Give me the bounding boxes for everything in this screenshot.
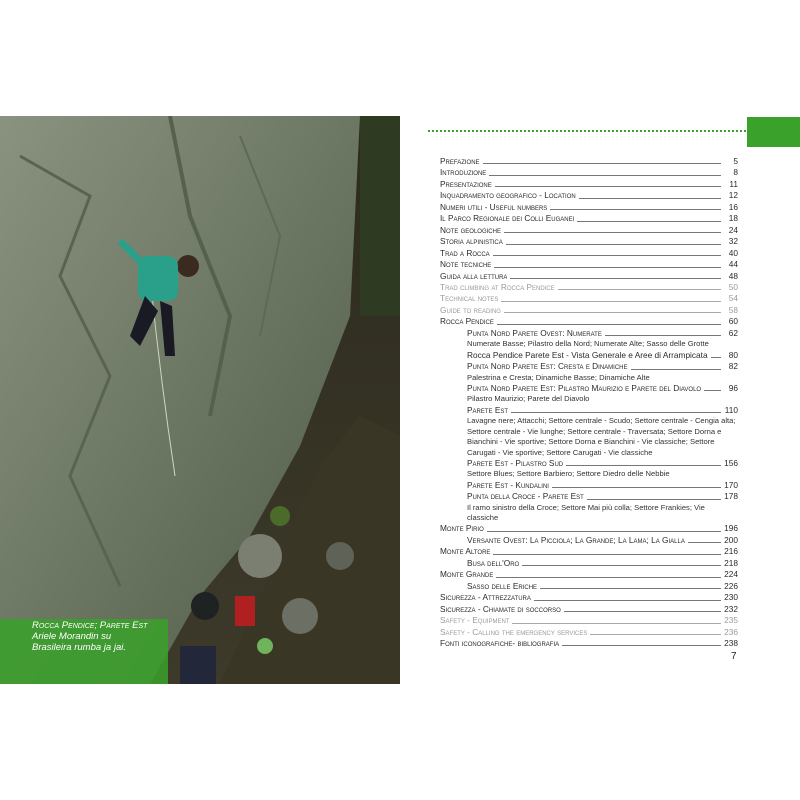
leader-line bbox=[590, 634, 721, 635]
leader-line bbox=[511, 412, 721, 413]
leader-line bbox=[504, 232, 721, 233]
toc-subentry[interactable] bbox=[440, 480, 738, 491]
caption-title: Rocca Pendice; Parete Est bbox=[32, 620, 148, 631]
toc-entry[interactable] bbox=[440, 259, 738, 270]
toc-title: Punta Nord Parete Est: Pilastro Maurizio e Parete del Diavolo bbox=[467, 382, 702, 393]
leader-line bbox=[579, 198, 721, 199]
toc-title: Note tecniche bbox=[440, 259, 492, 270]
toc-title: Introduzione bbox=[440, 167, 487, 178]
toc-page: 60 bbox=[728, 316, 738, 327]
toc-page: 200 bbox=[724, 534, 738, 545]
leader-line bbox=[552, 487, 721, 488]
dotted-rule bbox=[428, 130, 746, 132]
toc-entry[interactable] bbox=[440, 225, 738, 236]
toc-subentry[interactable] bbox=[440, 328, 738, 339]
toc-sectors: Il ramo sinistro della Croce; Settore Mai più colla; Settore Frankies; Vie classiche bbox=[467, 502, 705, 523]
toc-sectors: Palestrina e Cresta; Dinamiche Basse; Dinamiche Alte bbox=[467, 372, 650, 382]
toc-title: Punta Nord Parete Est: Cresta e Dinamiche bbox=[467, 361, 628, 372]
leader-line bbox=[493, 554, 721, 555]
toc-title: Inquadramento geografico - Location bbox=[440, 190, 576, 201]
caption-line: Ariele Morandin su bbox=[32, 631, 112, 642]
leader-line bbox=[496, 577, 721, 578]
toc-entry-english[interactable] bbox=[440, 305, 738, 316]
toc-title: Safety - Equipment bbox=[440, 615, 510, 626]
toc-page: 232 bbox=[724, 603, 738, 614]
leader-line bbox=[550, 209, 721, 210]
toc-entry-english[interactable] bbox=[440, 293, 738, 304]
toc-sectors: Lavagne nere; Attacchi; Settore centrale - Scudo; Settore centrale - Cengia alta; Settore centrale - Vie lunghe; Settore centrale - Traversata; Settore Dorna e Bianchini - Vie sportive; Settore Dorna e Bianchini - Vie classiche; Settore Carugati - Vie sportive; Settore Carugati - Vie classiche bbox=[467, 416, 736, 457]
leader-line bbox=[483, 163, 721, 164]
leader-line bbox=[487, 531, 721, 532]
toc-title: Rocca Pendice bbox=[440, 316, 494, 327]
toc-subentry[interactable] bbox=[440, 458, 738, 469]
toc-page: 5 bbox=[733, 156, 738, 166]
toc-entry[interactable] bbox=[440, 167, 738, 178]
leader-line bbox=[577, 221, 721, 222]
toc-subentry[interactable] bbox=[440, 491, 738, 502]
toc-page: 32 bbox=[728, 236, 738, 247]
toc-title: Monte Altore bbox=[440, 546, 491, 557]
leader-line bbox=[605, 335, 721, 336]
leader-line bbox=[501, 301, 721, 302]
toc-page: 11 bbox=[729, 178, 738, 189]
toc-subentry[interactable] bbox=[440, 350, 738, 361]
leader-line bbox=[495, 186, 721, 187]
toc-title: Presentazione bbox=[440, 178, 492, 189]
toc-entry-english[interactable] bbox=[440, 627, 738, 638]
leader-line bbox=[510, 278, 721, 279]
leader-line bbox=[504, 312, 721, 313]
toc-page: 18 bbox=[728, 213, 738, 224]
toc-title: Guida alla lettura bbox=[440, 270, 508, 281]
toc-title: Sicurezza - Attrezzatura bbox=[440, 592, 531, 603]
toc-page: 224 bbox=[724, 569, 738, 580]
toc-entry[interactable] bbox=[440, 179, 738, 190]
toc-sectors: Pilastro Maurizio; Parete del Diavolo bbox=[467, 394, 590, 404]
toc-subentry[interactable] bbox=[440, 361, 738, 372]
toc-title: Safety - Calling the emergency services bbox=[440, 626, 588, 637]
toc-entry[interactable] bbox=[440, 546, 738, 557]
leader-line bbox=[534, 600, 721, 601]
leader-line bbox=[540, 588, 721, 589]
toc-title: Numeri utili - Useful numbers bbox=[440, 201, 548, 212]
toc-entry[interactable] bbox=[440, 156, 738, 167]
toc-title: Parete Est - Kundalini bbox=[467, 479, 549, 490]
toc-title: Storia alpinistica bbox=[440, 236, 503, 247]
toc-entry[interactable] bbox=[440, 236, 738, 247]
leader-line bbox=[489, 175, 721, 176]
toc-page: 58 bbox=[728, 304, 738, 315]
toc-entry[interactable] bbox=[440, 592, 738, 603]
toc-title: Prefazione bbox=[440, 156, 480, 166]
toc-subentry[interactable] bbox=[440, 405, 738, 416]
toc-entry[interactable] bbox=[440, 604, 738, 615]
toc-page: 12 bbox=[728, 190, 738, 201]
toc-title: Guide to reading bbox=[440, 304, 501, 315]
toc-title: Il Parco Regionale dei Colli Euganei bbox=[440, 213, 575, 224]
leader-line bbox=[522, 565, 721, 566]
toc-title: Versante Ovest: La Picciola; La Grande; La Lama; La Gialla bbox=[467, 534, 685, 545]
toc-page: 54 bbox=[728, 293, 738, 304]
toc-title: Punta della Croce - Parete Est bbox=[467, 491, 584, 502]
toc-page: 96 bbox=[728, 382, 738, 393]
page-number: 7 bbox=[731, 651, 737, 662]
toc-entry[interactable] bbox=[440, 271, 738, 282]
toc-entry[interactable] bbox=[440, 523, 738, 534]
toc-title: Monte Pirio bbox=[440, 523, 484, 534]
table-of-contents bbox=[440, 156, 738, 649]
toc-title: Fonti iconografiche- bibliografia bbox=[440, 638, 560, 649]
toc-page: 236 bbox=[724, 626, 738, 637]
toc-subentry[interactable] bbox=[440, 581, 738, 592]
leader-line bbox=[506, 244, 721, 245]
toc-entry[interactable] bbox=[440, 213, 738, 224]
toc-page: 44 bbox=[728, 259, 738, 270]
toc-page: 16 bbox=[728, 201, 738, 212]
toc-title: Trad a Rocca bbox=[440, 247, 490, 258]
toc-page: 24 bbox=[728, 224, 738, 235]
toc-entry[interactable] bbox=[440, 316, 738, 327]
toc-title: Technical notes bbox=[440, 293, 499, 304]
leader-line bbox=[497, 324, 721, 325]
green-tab bbox=[747, 117, 800, 147]
toc-page: 235 bbox=[724, 615, 738, 626]
toc-page: 178 bbox=[724, 491, 738, 502]
toc-page: 48 bbox=[728, 270, 738, 281]
toc-page: 196 bbox=[724, 523, 738, 534]
toc-entry-english[interactable] bbox=[440, 615, 738, 626]
toc-page: 80 bbox=[728, 349, 738, 360]
toc-subentry[interactable] bbox=[440, 383, 738, 394]
toc-title: Punta Nord Parete Ovest: Numerate bbox=[467, 327, 602, 338]
toc-sectors: Settore Blues; Settore Barbiero; Settore Diedro delle Nebbie bbox=[467, 469, 670, 479]
toc-entry[interactable] bbox=[440, 569, 738, 580]
toc-page: 110 bbox=[724, 404, 738, 415]
toc-sectors: Numerate Basse; Pilastro della Nord; Numerate Alte; Sasso delle Grotte bbox=[467, 339, 709, 349]
toc-page: 82 bbox=[728, 361, 738, 372]
caption-line: Brasileira rumba ja jai. bbox=[32, 642, 126, 653]
leader-line bbox=[587, 499, 721, 500]
leader-line bbox=[711, 357, 721, 358]
toc-entry[interactable] bbox=[440, 202, 738, 213]
leader-line bbox=[688, 542, 721, 543]
leader-line bbox=[564, 611, 721, 612]
toc-page: 226 bbox=[724, 580, 738, 591]
leader-line bbox=[494, 267, 721, 268]
toc-title: Rocca Pendice Parete Est - Vista Generale e Aree di Arrampicata bbox=[467, 349, 708, 360]
leader-line bbox=[631, 369, 721, 370]
toc-page: 218 bbox=[724, 557, 738, 568]
toc-entry[interactable] bbox=[440, 190, 738, 201]
toc-entry[interactable] bbox=[440, 248, 738, 259]
leader-line bbox=[562, 645, 721, 646]
toc-entry-english[interactable] bbox=[440, 282, 738, 293]
leader-line bbox=[558, 289, 721, 290]
toc-entry[interactable] bbox=[440, 638, 738, 649]
leader-line bbox=[512, 623, 721, 624]
toc-subentry[interactable] bbox=[440, 558, 738, 569]
leader-line bbox=[566, 465, 721, 466]
toc-page: 50 bbox=[728, 281, 738, 292]
toc-title: Monte Grande bbox=[440, 569, 494, 580]
toc-page: 238 bbox=[724, 638, 738, 649]
toc-page: 62 bbox=[728, 327, 738, 338]
toc-title: Trad climbing at Rocca Pendice bbox=[440, 281, 555, 292]
toc-title: Parete Est bbox=[467, 404, 509, 415]
toc-page: 230 bbox=[724, 592, 738, 603]
toc-title: Sicurezza - Chiamate di soccorso bbox=[440, 603, 561, 614]
toc-page: 170 bbox=[724, 479, 738, 490]
toc-title: Note geologiche bbox=[440, 224, 501, 235]
toc-page: 216 bbox=[724, 546, 738, 557]
climbing-photo bbox=[0, 116, 400, 684]
leader-line bbox=[704, 390, 721, 391]
leader-line bbox=[493, 255, 721, 256]
toc-title: Busa dell'Oro bbox=[467, 557, 520, 568]
toc-page: 8 bbox=[733, 167, 738, 178]
photo-caption bbox=[32, 620, 168, 653]
toc-title: Sasso delle Eriche bbox=[467, 580, 538, 591]
toc-title: Parete Est - Pilastro Sud bbox=[467, 457, 564, 468]
toc-page: 156 bbox=[724, 457, 738, 468]
toc-subentry[interactable] bbox=[440, 535, 738, 546]
toc-page: 40 bbox=[728, 247, 738, 258]
